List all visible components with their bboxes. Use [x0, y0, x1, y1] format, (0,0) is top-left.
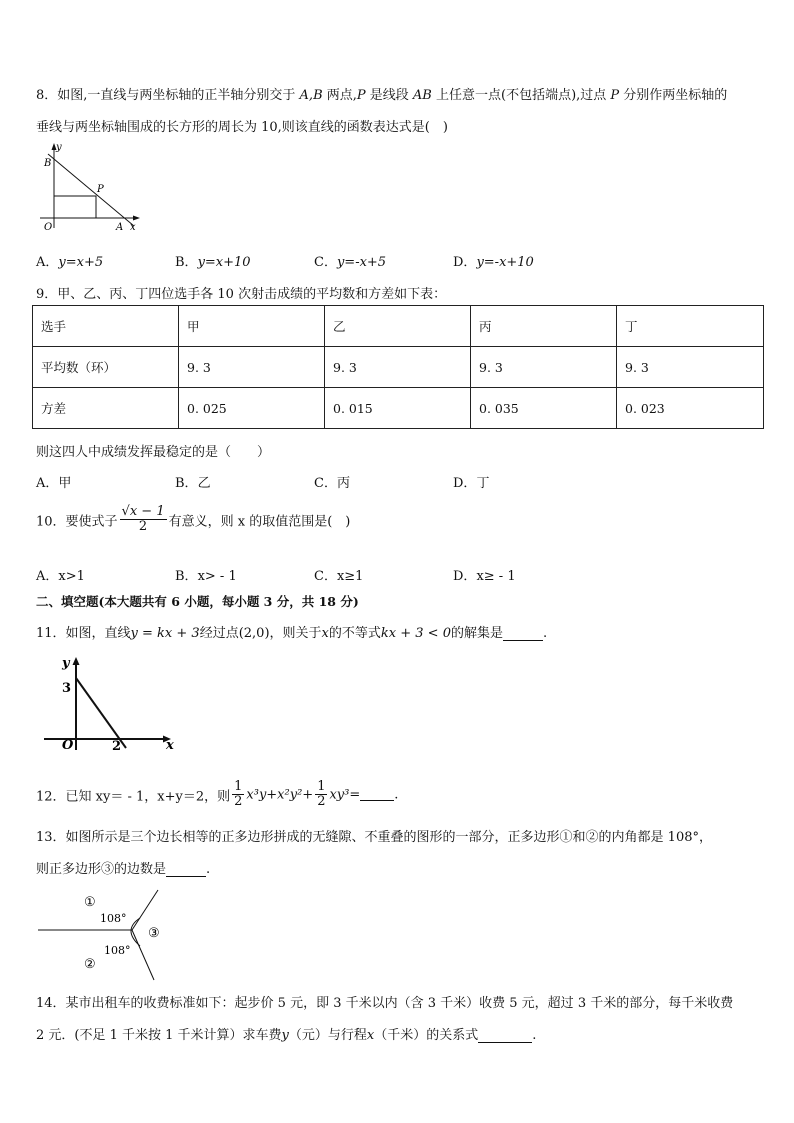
- option-letter: D．: [453, 569, 477, 584]
- q8-text: 8．如图,一直线与两坐标轴的正半轴分别交于: [36, 88, 300, 103]
- table-header-cell: 乙: [325, 306, 471, 347]
- table-cell: 0. 025: [179, 388, 325, 429]
- q14-text: 2 元．(不足 1 千米按 1 千米计算）求车费: [36, 1028, 282, 1043]
- fraction-denominator: 2: [138, 519, 148, 535]
- table-cell: 0. 015: [325, 388, 471, 429]
- q8-var: AB: [412, 88, 432, 103]
- q10-stem: [36, 505, 350, 535]
- table-row: [33, 388, 764, 429]
- fraction-numerator: 1: [317, 779, 326, 794]
- q12-term: x³y+x²y²+: [246, 787, 314, 803]
- q12-text: .: [394, 787, 399, 803]
- q11-figure: [40, 654, 180, 754]
- q13-fig-c1: ①: [84, 895, 96, 910]
- q9-option-c: [314, 472, 350, 491]
- q11-text: .: [543, 626, 548, 641]
- q8-text: 上任意一点(不包括端点),过点: [431, 88, 611, 103]
- section-heading: 二、填空题(本大题共有 6 小题，每小题 3 分，共 18 分): [36, 594, 359, 609]
- table-cell: 9. 3: [617, 347, 764, 388]
- option-text: 甲: [58, 476, 72, 491]
- q12-fraction: [315, 780, 327, 810]
- option-letter: A．: [36, 255, 59, 270]
- option-letter: A．: [36, 569, 59, 584]
- option-letter: C．: [314, 476, 337, 491]
- q8-fig-y: y: [56, 142, 62, 153]
- q9-table: [32, 305, 764, 429]
- q8-option-a: [36, 251, 103, 270]
- table-cell: 方差: [33, 388, 179, 429]
- option-letter: C．: [314, 255, 337, 270]
- fraction-numerator: 1: [234, 779, 243, 794]
- q11-text: 的解集是: [450, 626, 503, 641]
- q11-fig-2: 2: [112, 739, 122, 754]
- q9-option-b: [175, 472, 211, 491]
- q14-stem-line2: [36, 1024, 536, 1043]
- q8-var: P: [610, 88, 620, 103]
- option-letter: A．: [36, 476, 59, 491]
- option-text: x>1: [58, 569, 85, 584]
- q8-var: P: [356, 88, 366, 103]
- q8-fig-p: P: [97, 184, 104, 195]
- q11-text: 经过点: [199, 626, 239, 641]
- q11-inequality: kx + 3 < 0: [380, 626, 451, 641]
- option-text: x≥1: [336, 569, 364, 584]
- q14-text: （元）与行程: [288, 1028, 367, 1043]
- option-text: 丁: [476, 476, 490, 491]
- answer-blank: [360, 788, 394, 801]
- option-letter: C．: [314, 569, 337, 584]
- q12-text: 12．已知 xy＝ - 1，x+y＝2，则: [36, 789, 231, 805]
- option-text: 丙: [336, 476, 350, 491]
- q13-fig-c3: ③: [148, 926, 160, 941]
- q11-stem: [36, 622, 547, 641]
- q8-fig-a: A: [116, 222, 124, 233]
- q11-text: 的不等式: [328, 626, 381, 641]
- option-expr: y=x+5: [58, 255, 104, 270]
- q8-fig-x: x: [130, 222, 136, 233]
- q14-var: x: [366, 1028, 375, 1043]
- q11-fig-o: O: [62, 738, 74, 753]
- q14-text: （千米）的关系式: [374, 1028, 479, 1043]
- answer-blank: [503, 628, 543, 641]
- table-cell: 0. 023: [617, 388, 764, 429]
- q8-text: 两点,: [322, 88, 357, 103]
- table-cell: 平均数（环）: [33, 347, 179, 388]
- q13-figure: [34, 884, 184, 984]
- table-cell: 9. 3: [179, 347, 325, 388]
- q9-stem: 9．甲、乙、丙、丁四位选手各 10 次射击成绩的平均数和方差如下表：: [36, 287, 447, 302]
- q11-fig-3: 3: [62, 681, 72, 696]
- table-header-cell: 甲: [179, 306, 325, 347]
- q13-stem-line1: 13．如图所示是三个边长相等的正多边形拼成的无缝隙、不重叠的图形的一部分，正多边形①和②的内角都是 108°，: [36, 830, 712, 845]
- table-cell: 0. 035: [471, 388, 617, 429]
- q14-text: .: [532, 1028, 537, 1043]
- table-cell: 9. 3: [325, 347, 471, 388]
- option-expr: y=-x+5: [336, 255, 387, 270]
- option-letter: B．: [175, 255, 198, 270]
- q8-text: 是线段: [365, 88, 413, 103]
- q13-text: 则正多边形③的边数是: [36, 862, 167, 877]
- option-letter: D．: [453, 476, 477, 491]
- table-row: [33, 306, 764, 347]
- option-letter: D．: [453, 255, 477, 270]
- q10-option-b: [175, 565, 237, 584]
- q13-fig-c2: ②: [84, 957, 96, 972]
- q11-text: 11．如图，直线: [36, 626, 131, 641]
- table-cell: 9. 3: [471, 347, 617, 388]
- fraction-numerator: √x − 1: [121, 504, 165, 519]
- q11-text: ，则关于: [269, 626, 322, 641]
- fraction-denominator: 2: [317, 794, 326, 810]
- q10-text: 10．要使式子: [36, 514, 118, 530]
- q9-option-d: [453, 472, 489, 491]
- q9-question: 则这四人中成绩发挥最稳定的是（ ）: [36, 445, 271, 460]
- q13-text: .: [206, 862, 211, 877]
- q8-figure: [34, 140, 144, 236]
- table-header-cell: 丙: [471, 306, 617, 347]
- q10-fraction: [120, 505, 167, 535]
- option-expr: y=-x+10: [476, 255, 534, 270]
- answer-blank: [478, 1030, 532, 1043]
- table-header-cell: 丁: [617, 306, 764, 347]
- q8-option-d: [453, 251, 534, 270]
- q8-option-b: [175, 251, 251, 270]
- option-letter: B．: [175, 476, 198, 491]
- q13-stem-line2: [36, 858, 210, 877]
- q8-fig-o: O: [44, 222, 53, 233]
- option-text: x≥ - 1: [476, 569, 516, 584]
- fraction-denominator: 2: [234, 794, 243, 810]
- q10-text: 有意义，则 x 的取值范围是( ): [168, 514, 351, 530]
- q8-text: 分别作两坐标轴的: [619, 88, 728, 103]
- q11-equation: y = kx + 3: [130, 626, 200, 641]
- table-row: [33, 347, 764, 388]
- q12-stem: [36, 780, 398, 810]
- q10-option-a: [36, 565, 85, 584]
- q8-var: A,B: [299, 88, 323, 103]
- option-expr: y=x+10: [197, 255, 251, 270]
- answer-blank: [166, 864, 206, 877]
- q12-fraction: [232, 780, 244, 810]
- q8-stem-line2: 垂线与两坐标轴围成的长方形的周长为 10,则该直线的函数表达式是( ): [36, 120, 448, 135]
- q11-point: (2,0): [238, 626, 270, 641]
- q12-term: xy³=: [329, 787, 361, 803]
- q11-fig-y: y: [62, 656, 70, 671]
- q8-fig-b: B: [44, 158, 52, 169]
- q11-var: x: [321, 626, 329, 641]
- q13-fig-a2: 108°: [104, 944, 131, 957]
- q14-stem-line1: 14．某市出租车的收费标准如下：起步价 5 元，即 3 千米以内（含 3 千米）收费 5 元，超过 3 千米的部分，每千米收费: [36, 996, 734, 1011]
- option-text: x> - 1: [197, 569, 237, 584]
- q14-var: y: [281, 1028, 289, 1043]
- q9-option-a: [36, 472, 71, 491]
- q11-fig-x: x: [166, 738, 174, 753]
- q13-fig-a1: 108°: [100, 912, 127, 925]
- q8-stem-line1: [36, 84, 727, 103]
- q10-option-c: [314, 565, 363, 584]
- q8-option-c: [314, 251, 386, 270]
- table-header-cell: 选手: [33, 306, 179, 347]
- option-text: 乙: [197, 476, 211, 491]
- q10-option-d: [453, 565, 516, 584]
- option-letter: B．: [175, 569, 198, 584]
